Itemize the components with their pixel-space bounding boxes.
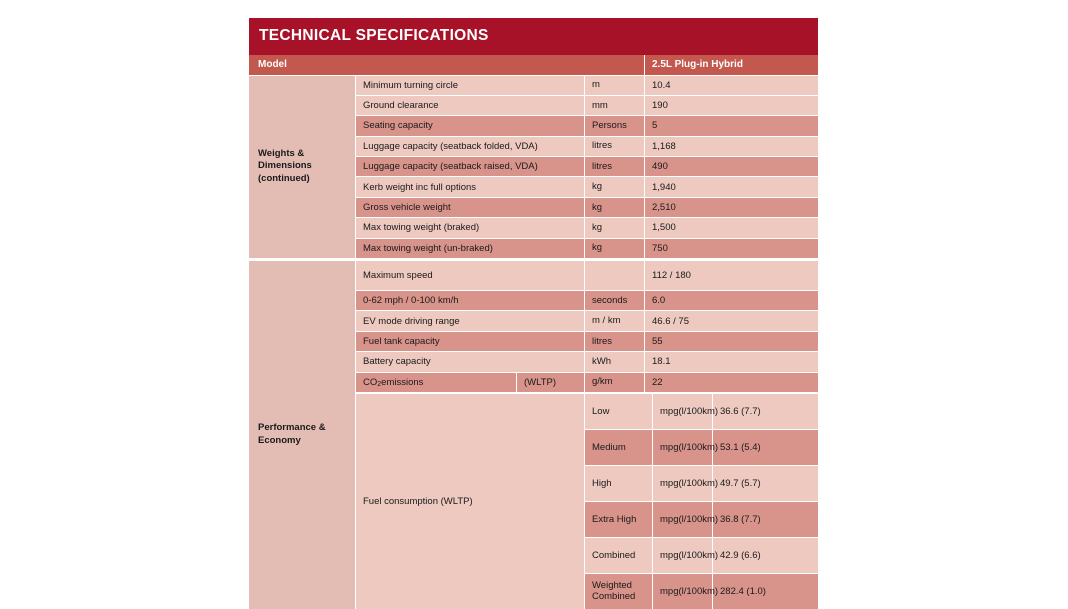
row-name: Kerb weight inc full options [356,177,585,196]
row-value: 36.6 (7.7) [720,405,761,417]
row-name: Luggage capacity (seatback folded, VDA) [356,137,585,156]
table-row [356,218,818,238]
table-row [585,466,818,502]
row-unit: seconds [585,291,645,310]
row-unit: mpg (l/100km) [653,538,713,573]
row-name: Fuel tank capacity [356,332,585,351]
row-subcategory: High [585,466,653,501]
row-value: 6.0 [652,295,666,307]
row-value: 53.1 (5.4) [720,441,761,453]
table-row [356,76,818,96]
row-value: 36.8 (7.7) [720,513,761,525]
table-row [356,137,818,157]
table-body [249,76,818,609]
spec-section [249,261,818,609]
table-row [356,352,818,372]
table-row [356,291,818,311]
fuel-consumption-rows [585,394,818,609]
model-header-label: Model [249,55,645,75]
row-value: 55 [652,335,663,347]
spec-section [249,76,818,262]
table-row [356,96,818,116]
fuel-consumption-label: Fuel consumption (WLTP) [356,394,585,609]
row-value: 5 [652,120,658,132]
row-value: 2,510 [652,202,676,214]
row-value: 750 [652,242,668,254]
row-unit: litres [585,332,645,351]
table-row [356,311,818,331]
model-header-value: 2.5L Plug-in Hybrid [652,59,743,70]
row-unit: litres [585,137,645,156]
row-value: 1,168 [652,140,676,152]
row-value: 18.1 [652,356,671,368]
table-row [585,574,818,609]
table-row [356,261,818,291]
row-unit: m [585,76,645,95]
row-name: Seating capacity [356,116,585,135]
row-unit: kWh [585,352,645,371]
row-unit: mm [585,96,645,115]
row-value: 1,940 [652,181,676,193]
row-name: Ground clearance [356,96,585,115]
row-value: 46.6 / 75 [652,315,689,327]
row-value: 490 [652,161,668,173]
row-unit: kg [585,177,645,196]
row-unit: m / km [585,311,645,330]
row-unit: Persons [585,116,645,135]
row-subcategory: Low [585,394,653,429]
row-value: 112 / 180 [652,270,691,282]
row-subcategory: Weighted Combined [585,574,653,609]
row-unit: kg [585,218,645,237]
fuel-consumption-block [356,393,818,609]
row-name: CO $_2$ emissions [356,373,517,392]
row-value: 22 [652,376,663,388]
row-unit: mpg (l/100km) [653,466,713,501]
section-rows [356,261,818,609]
model-header-row [249,55,818,76]
row-unit [585,261,645,290]
row-unit: mpg (l/100km) [653,430,713,465]
technical-specifications-table [249,18,818,609]
section-rows [356,76,818,259]
table-row [585,538,818,574]
row-value: 49.7 (5.7) [720,477,761,489]
row-name: Battery capacity [356,352,585,371]
row-name: 0-62 mph / 0-100 km/h [356,291,585,310]
section-group-label: Weights & Dimensions (continued) [249,76,356,259]
row-name: Max towing weight (un-braked) [356,239,585,258]
row-value: 10.4 [652,79,671,91]
row-name: Maximum speed [356,261,585,290]
table-row [356,332,818,352]
row-unit: kg [585,239,645,258]
table-row [356,373,818,393]
row-subcategory: Extra High [585,502,653,537]
row-value: 42.9 (6.6) [720,549,761,561]
row-name: Max towing weight (braked) [356,218,585,237]
row-unit: mpg (l/100km) [653,394,713,429]
section-group-label: Performance & Economy [249,261,356,609]
row-name: Minimum turning circle [356,76,585,95]
table-row [585,430,818,466]
table-row [356,116,818,136]
row-value: 190 [652,100,668,112]
row-subcategory: Medium [585,430,653,465]
row-value: 1,500 [652,222,676,234]
row-unit: litres [585,157,645,176]
table-title: TECHNICAL SPECIFICATIONS [249,18,818,55]
table-row [356,239,818,258]
row-unit: kg [585,198,645,217]
row-unit: g/km [585,373,645,392]
table-row [356,198,818,218]
row-subcategory: (WLTP) [517,373,585,392]
row-subcategory: Combined [585,538,653,573]
table-row [356,157,818,177]
table-row [585,502,818,538]
row-name: Luggage capacity (seatback raised, VDA) [356,157,585,176]
table-row [356,177,818,197]
row-value: 282.4 (1.0) [720,585,766,597]
row-unit: mpg (l/100km) [653,502,713,537]
row-name: Gross vehicle weight [356,198,585,217]
row-unit: mpg (l/100km) [653,574,713,609]
table-row [585,394,818,430]
row-name: EV mode driving range [356,311,585,330]
